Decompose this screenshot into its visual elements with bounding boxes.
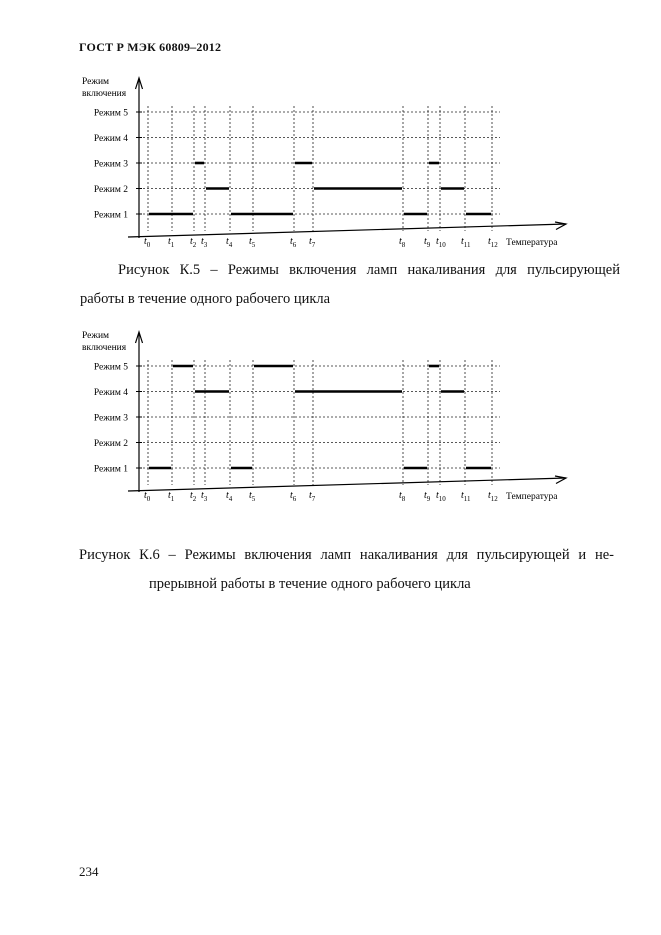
chart-fig-k5 (0, 70, 661, 270)
x-tick-label-t5: $t_5$ (249, 490, 256, 503)
x-tick-label-t6: $t_6$ (290, 490, 297, 503)
caption-fig-k6 (79, 541, 614, 599)
y-tick-label: Режим 3 (93, 413, 128, 424)
y-tick-label: Режим 4 (93, 134, 128, 144)
y-tick-label: Режим 5 (93, 362, 128, 373)
x-tick-label-t2: $t_2$ (190, 490, 197, 503)
x-tick-label-t11: $t_{11}$ (461, 490, 471, 503)
x-tick-label-t8: $t_8$ (399, 490, 406, 503)
x-tick-label-t7: $t_7$ (309, 490, 316, 503)
x-tick-label-t8: $t_8$ (399, 236, 406, 249)
caption-line-2: прерывной работы в течение одного рабочего цикла (149, 576, 471, 592)
chart-fig-k6 (0, 324, 661, 524)
y-tick-label: Режим 4 (93, 388, 128, 398)
x-tick-label-t4: $t_4$ (226, 490, 233, 503)
x-tick-label-t9: $t_9$ (424, 490, 431, 503)
x-tick-label-t3: $t_3$ (201, 490, 208, 503)
y-tick-label: Режим 2 (93, 439, 128, 449)
x-tick-label-t1: $t_1$ (168, 490, 175, 503)
x-tick-label-t12: $t_{12}$ (488, 236, 498, 249)
x-tick-label-t5: $t_5$ (249, 236, 256, 249)
caption-line-1: Рисунок К.6 – Режимы включения ламп накаливания для пульсирующей и не- (79, 547, 614, 563)
x-tick-label-t7: $t_7$ (309, 236, 316, 249)
x-tick-label-t0: $t_0$ (144, 236, 151, 249)
x-axis-label: Температура (506, 492, 558, 502)
x-tick-label-t0: $t_0$ (144, 490, 151, 503)
x-tick-label-t10: $t_{10}$ (436, 490, 446, 503)
y-axis-label: включения (82, 343, 127, 353)
x-tick-label-t10: $t_{10}$ (436, 236, 446, 249)
x-axis-label: Температура (506, 238, 558, 248)
y-axis-label: Режим (82, 77, 110, 87)
x-tick-label-t2: $t_2$ (190, 236, 197, 249)
caption-fig-k5 (80, 256, 620, 314)
y-tick-label: Режим 1 (93, 464, 128, 475)
x-tick-label-t9: $t_9$ (424, 236, 431, 249)
caption-line-1: Рисунок К.5 – Режимы включения ламп накаливания для пульсирующей (118, 262, 620, 278)
caption-line-2: работы в течение одного рабочего цикла (80, 291, 331, 307)
y-tick-label: Режим 1 (93, 210, 128, 221)
x-tick-label-t4: $t_4$ (226, 236, 233, 249)
y-axis-label: включения (82, 89, 127, 99)
x-tick-label-t3: $t_3$ (201, 236, 208, 249)
x-tick-label-t6: $t_6$ (290, 236, 297, 249)
x-tick-label-t1: $t_1$ (168, 236, 175, 249)
y-tick-label: Режим 5 (93, 108, 128, 119)
document-header: ГОСТ Р МЭК 60809–2012 (79, 40, 222, 54)
x-axis-arrow (555, 476, 566, 484)
x-tick-label-t11: $t_{11}$ (461, 236, 471, 249)
y-tick-label: Режим 3 (93, 159, 128, 170)
page-number: 234 (79, 864, 99, 879)
x-tick-label-t12: $t_{12}$ (488, 490, 498, 503)
y-tick-label: Режим 2 (93, 185, 128, 195)
x-axis-arrow (555, 222, 566, 230)
y-axis-label: Режим (82, 331, 110, 341)
